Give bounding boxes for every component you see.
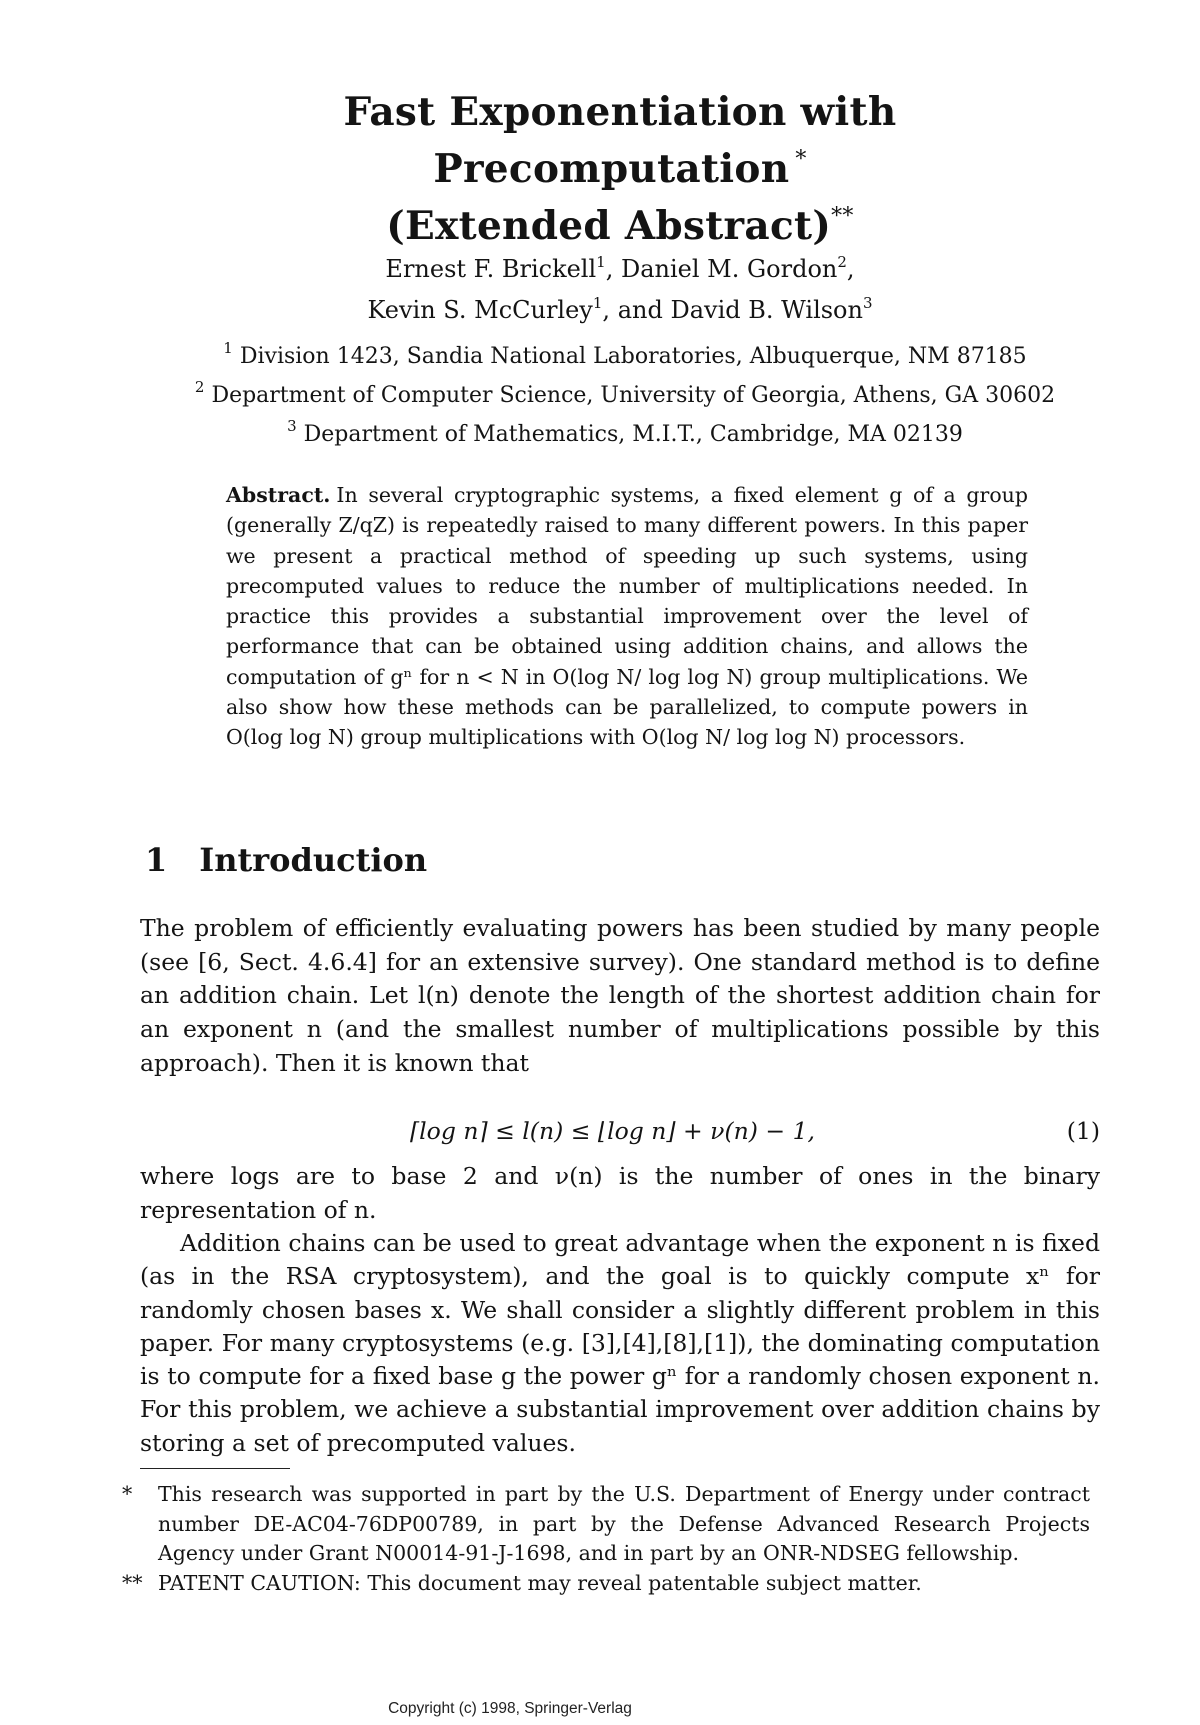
author-affil-mark: 1 <box>592 294 603 312</box>
footnote-2 <box>122 1569 1090 1599</box>
intro-paragraph-2: where logs are to base 2 and ν(n) is the number of ones in the binary representation of n. <box>140 1162 1100 1224</box>
equation-1 <box>140 1113 1100 1149</box>
abstract <box>226 480 1028 753</box>
title-footnote-mark-2: ** <box>831 204 854 229</box>
author-name: Kevin S. McCurley <box>367 296 593 324</box>
author-affil-mark: 3 <box>862 294 873 312</box>
author-connector: and <box>617 296 663 324</box>
footnote-rule <box>140 1468 290 1469</box>
section-heading-introduction <box>145 840 427 880</box>
author-name: Daniel M. Gordon <box>620 255 838 283</box>
footnote-text: This research was supported in part by the U.S. Department of Energy under contract number DE-AC04-76DP00789, in part by the Defense Advanced Research Projects Agency under Grant N00014-91-J-1698, and in part by an ONR-NDSEG fellowship. <box>158 1482 1090 1565</box>
equation-body: ⌈log n⌉ ≤ l(n) ≤ ⌊log n⌋ + ν(n) − 1, <box>410 1117 815 1145</box>
section-number: 1 <box>145 841 168 879</box>
title-footnote-mark-1: * <box>795 147 807 172</box>
affiliation-item <box>170 372 1080 411</box>
footnote-mark: * <box>122 1482 133 1506</box>
author-line-2: Kevin S. McCurley$^1$, and David B. Wilson$^3$ <box>367 294 873 324</box>
footnote-text: PATENT CAUTION: This document may reveal patentable subject matter. <box>158 1570 922 1595</box>
intro-paragraph-3: Addition chains can be used to great advantage when the exponent n is fixed (as in the RSA cryptosystem), and the goal is to quickly compute xⁿ for randomly chosen bases x. We shall consider a slightly different problem in this paper. For many cryptosystems (e.g. [3],[4],[8],[1]), the dominating computation is to compute for a fixed base g the power gⁿ for a randomly chosen exponent n. For this problem, we achieve a substantial improvement over addition chains by storing a set of precomputed values. <box>140 1229 1100 1457</box>
author-affil-mark: 1 <box>596 253 606 271</box>
title-text-2: (Extended Abstract) <box>386 203 832 249</box>
abstract-label: Abstract. <box>226 483 331 507</box>
affiliation-text: Department of Mathematics, M.I.T., Cambridge, MA 02139 <box>303 422 963 447</box>
abstract-text: In several cryptographic systems, a fixed element g of a group (generally Z/qZ) is repeatedly raised to many different powers. In this paper we present a practical method of speeding up such systems, using precomputed values to reduce the number of multiplications needed. In practice this provides a substantial improvement over the level of performance that can be obtained using addition chains, and allows the computation of gⁿ for n < N in O(log N/ log log N) group multiplications. We also show how these methods can be parallelized, to compute powers in O(log log N) group multiplications with O(log N/ log log N) processors. <box>226 483 1028 750</box>
paper-title <box>160 88 1080 250</box>
title-line-2 <box>160 193 1080 250</box>
author-list <box>240 245 1000 327</box>
footnote-1 <box>122 1480 1090 1569</box>
title-line-1 <box>160 88 1080 193</box>
author-name: Ernest F. Brickell <box>385 255 597 283</box>
affiliation-text: Department of Computer Science, University of Georgia, Athens, GA 30602 <box>211 383 1056 408</box>
affiliation-item <box>170 333 1080 372</box>
affiliation-list <box>170 333 1080 450</box>
author-affil-mark: 2 <box>837 253 847 271</box>
affiliation-number: 1 <box>223 339 233 357</box>
section-title: Introduction <box>199 841 428 879</box>
affiliation-number: 2 <box>194 378 205 396</box>
equation-number: (1) <box>1066 1117 1100 1145</box>
affiliation-text: Division 1423, Sandia National Laboratories, Albuquerque, NM 87185 <box>239 344 1027 369</box>
author-name: David B. Wilson <box>670 296 863 324</box>
author-line-1: Ernest F. Brickell$^1$, Daniel M. Gordon$^2$, <box>385 253 855 283</box>
footnote-mark: ** <box>122 1570 143 1595</box>
affiliation-number: 3 <box>287 417 297 435</box>
copyright-notice: Copyright (c) 1998, Springer-Verlag <box>388 1700 632 1717</box>
footnotes <box>122 1480 1090 1598</box>
title-text-1: Fast Exponentiation with Precomputation <box>343 89 897 192</box>
intro-paragraph-1: The problem of efficiently evaluating powers has been studied by many people (see [6, Sect. 4.6.4] for an extensive survey). One standard method is to define an addition chain. Let l(n) denote the length of the shortest addition chain for an exponent n (and the smallest number of multiplications possible by this approach). Then it is known that <box>140 914 1100 1077</box>
affiliation-item <box>170 411 1080 450</box>
